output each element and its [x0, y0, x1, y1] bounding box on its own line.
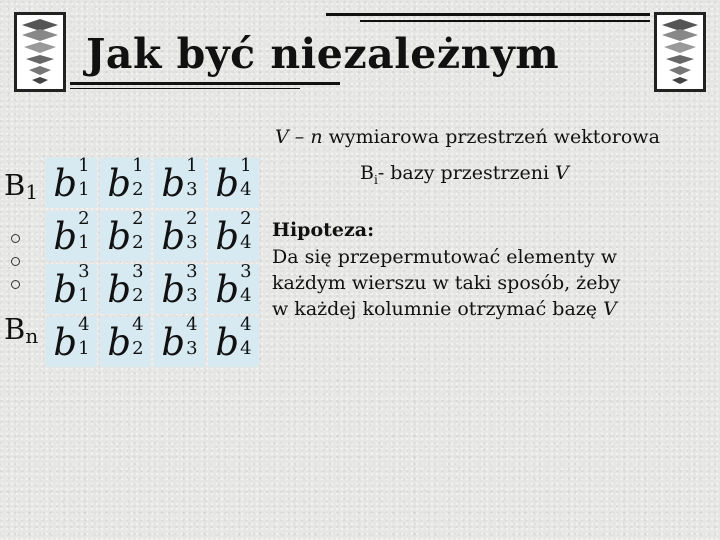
column-index-subscript: 4	[240, 232, 252, 253]
vector-symbol: b	[53, 267, 78, 311]
vector-symbol: b	[53, 161, 78, 205]
hypothesis-heading: Hipoteza:	[272, 219, 375, 241]
row-index-superscript: 4	[240, 314, 252, 335]
vector-indices	[186, 261, 198, 307]
top-rule-thin	[360, 20, 650, 22]
vector-indices	[186, 314, 198, 360]
ellipsis-dot	[11, 234, 20, 243]
stacked-layers-logo-right	[654, 12, 706, 92]
row-label-last: $B_n$	[4, 312, 39, 348]
top-rule	[326, 13, 650, 16]
vector-symbol: b	[107, 320, 132, 364]
definition-bases: $B_i-$ bazy przestrzeni V	[360, 162, 569, 187]
matrix-cell	[100, 155, 151, 208]
row-index-superscript: 4	[132, 314, 144, 335]
title-underline-thin	[70, 88, 300, 89]
matrix-cell	[154, 155, 205, 208]
vector-symbol: b	[215, 267, 240, 311]
column-index-subscript: 2	[132, 232, 144, 253]
row-index-superscript: 3	[78, 261, 90, 282]
matrix-cell	[154, 314, 205, 367]
vector-symbol: b	[161, 214, 186, 258]
vector-symbol: b	[53, 214, 78, 258]
column-index-subscript: 3	[186, 179, 198, 200]
vector-symbol: b	[215, 320, 240, 364]
vector-symbol: b	[161, 320, 186, 364]
matrix-cell	[208, 208, 259, 261]
definition-v: V – n wymiarowa przestrzeń wektorowa	[275, 126, 660, 148]
vector-indices	[78, 208, 90, 254]
hypothesis-line-1: Da się przepermutować elementy w	[272, 246, 618, 268]
matrix-cell	[208, 261, 259, 314]
row-index-superscript: 2	[240, 208, 252, 229]
basis-vector-matrix	[46, 155, 259, 367]
column-index-subscript: 2	[132, 179, 144, 200]
row-index-superscript: 3	[186, 261, 198, 282]
title-underline	[70, 82, 340, 85]
vector-indices	[132, 208, 144, 254]
vector-symbol: b	[107, 214, 132, 258]
vector-symbol: b	[107, 267, 132, 311]
row-index-superscript: 2	[132, 208, 144, 229]
column-index-subscript: 2	[132, 285, 144, 306]
column-index-subscript: 1	[78, 338, 90, 359]
vector-indices	[186, 208, 198, 254]
matrix-cell	[208, 155, 259, 208]
vector-indices	[78, 314, 90, 360]
vector-indices	[186, 155, 198, 201]
matrix-cell	[154, 208, 205, 261]
row-index-superscript: 4	[186, 314, 198, 335]
column-index-subscript: 3	[186, 285, 198, 306]
vector-indices	[78, 155, 90, 201]
vector-symbol: b	[53, 320, 78, 364]
row-index-superscript: 1	[132, 155, 144, 176]
ellipsis-dot	[11, 280, 20, 289]
vector-indices	[240, 261, 252, 307]
row-index-superscript: 1	[186, 155, 198, 176]
vector-indices	[240, 314, 252, 360]
vector-indices	[240, 155, 252, 201]
matrix-cell	[100, 314, 151, 367]
row-label-first: $B_1$	[4, 168, 39, 204]
row-index-superscript: 3	[240, 261, 252, 282]
vector-indices	[132, 155, 144, 201]
hypothesis-line-2: każdym wierszu w taki sposób, żeby	[272, 272, 621, 294]
slide-title: Jak być niezależnym	[86, 30, 560, 78]
vector-symbol: b	[215, 161, 240, 205]
matrix-cell	[46, 314, 97, 367]
row-index-superscript: 2	[78, 208, 90, 229]
column-index-subscript: 3	[186, 232, 198, 253]
vector-indices	[132, 261, 144, 307]
row-index-superscript: 1	[78, 155, 90, 176]
matrix-cell	[100, 261, 151, 314]
row-index-superscript: 1	[240, 155, 252, 176]
vector-indices	[78, 261, 90, 307]
column-index-subscript: 1	[78, 179, 90, 200]
vector-symbol: b	[161, 267, 186, 311]
column-index-subscript: 4	[240, 338, 252, 359]
vector-symbol: b	[161, 161, 186, 205]
vector-indices	[240, 208, 252, 254]
vector-symbol: b	[107, 161, 132, 205]
matrix-cell	[154, 261, 205, 314]
column-index-subscript: 4	[240, 285, 252, 306]
matrix-cell	[100, 208, 151, 261]
column-index-subscript: 1	[78, 285, 90, 306]
column-index-subscript: 3	[186, 338, 198, 359]
column-index-subscript: 4	[240, 179, 252, 200]
matrix-cell	[208, 314, 259, 367]
vector-indices	[132, 314, 144, 360]
row-index-superscript: 4	[78, 314, 90, 335]
matrix-cell	[46, 261, 97, 314]
matrix-cell	[46, 208, 97, 261]
row-index-superscript: 2	[186, 208, 198, 229]
stacked-layers-logo-left	[14, 12, 66, 92]
ellipsis-dot	[11, 257, 20, 266]
hypothesis-line-3: w każdej kolumnie otrzymać bazę V	[272, 298, 617, 320]
matrix-cell	[46, 155, 97, 208]
column-index-subscript: 2	[132, 338, 144, 359]
column-index-subscript: 1	[78, 232, 90, 253]
vertical-ellipsis	[11, 234, 20, 303]
vector-symbol: b	[215, 214, 240, 258]
row-index-superscript: 3	[132, 261, 144, 282]
